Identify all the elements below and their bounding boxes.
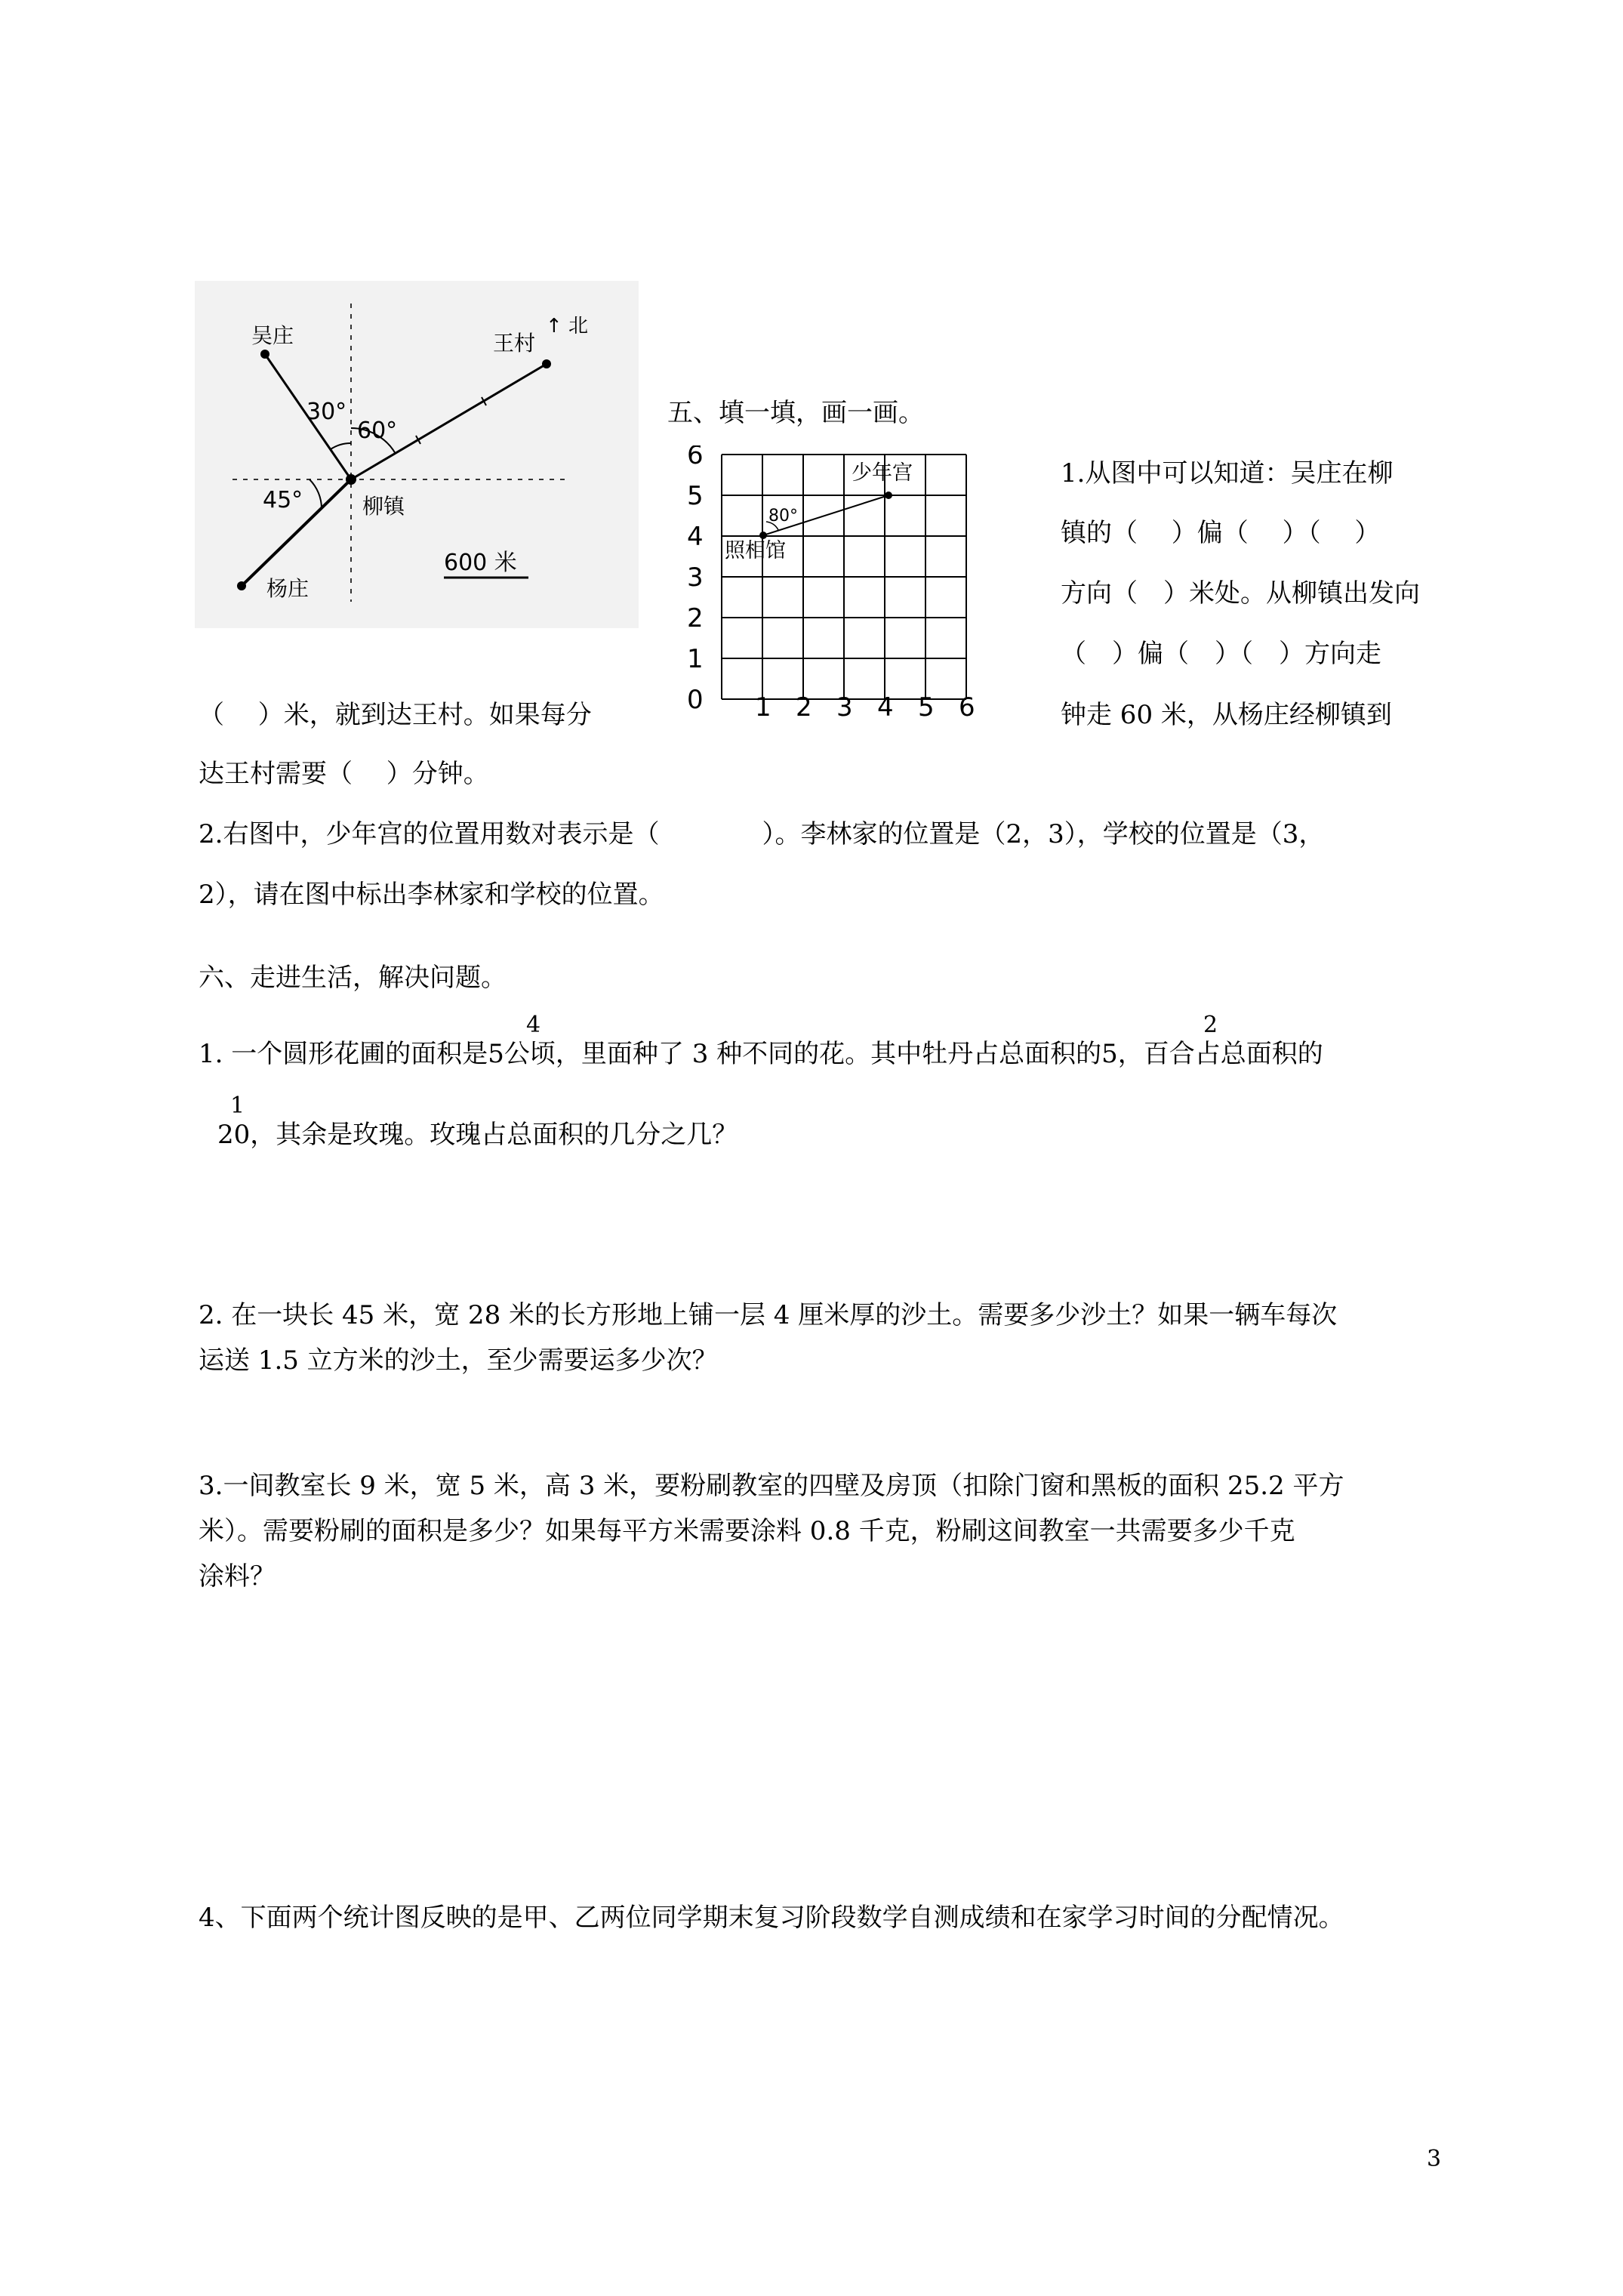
fraction-numerator-2: 2 <box>1203 1012 1218 1038</box>
problem-3-line-1: 3.一间教室长 9 米，宽 5 米，高 3 米，要粉刷教室的四壁及房顶（扣除门窗和黑板的面积 25.2 平方 <box>199 1471 1344 1501</box>
problem-3-line-3: 涂料？ <box>199 1561 276 1592</box>
x-tick-label: 1 <box>755 692 771 717</box>
problem-1-line-1 <box>199 1039 1323 1069</box>
problem-1-line-2 <box>217 1120 738 1150</box>
y-tick-label: 2 <box>687 603 704 633</box>
coordinate-grid-figure <box>679 445 996 717</box>
x-tick-labels <box>755 692 975 717</box>
wuzhuang-point <box>260 350 269 359</box>
wangcun-point <box>542 359 551 368</box>
q1-line-1: 1.从图中可以知道：吴庄在柳 <box>1061 458 1394 488</box>
y-tick-label: 1 <box>687 644 704 674</box>
problem-1-text-b: 公顷，里面种了 3 种不同的花。其中牡丹占总面积的 <box>504 1039 1102 1069</box>
fraction-denominator-5a: 5 <box>488 1039 504 1069</box>
x-tick-label: 3 <box>836 692 853 717</box>
shaoniangong-label: 少年宫 <box>852 461 913 485</box>
q2-line-1: 2.右图中，少年宫的位置用数对表示是（ ）。李林家的位置是（2，3），学校的位置是（3， <box>199 819 1325 849</box>
x-tick-label: 6 <box>959 692 975 717</box>
direction-map-figure <box>195 281 639 628</box>
fraction-denominator-5b: 5 <box>1101 1039 1118 1069</box>
fraction-numerator-1: 1 <box>230 1093 245 1119</box>
angle-45-label: 45° <box>263 487 303 513</box>
q2-line-2: 2），请在图中标出李林家和学校的位置。 <box>199 880 664 910</box>
problem-4-line-1: 4、下面两个统计图反映的是甲、乙两位同学期末复习阶段数学自测成绩和在家学习时间的分配情况。 <box>199 1903 1344 1933</box>
y-tick-label: 3 <box>687 562 704 593</box>
q1-line-4: （ ）偏（ ）（ ）方向走 <box>1061 639 1381 669</box>
y-tick-label: 0 <box>687 685 704 715</box>
x-tick-label: 2 <box>796 692 812 717</box>
wuzhuang-label: 吴庄 <box>251 323 294 348</box>
problem-1-text-d: ，其余是玫瑰。玫瑰占总面积的几分之几？ <box>250 1120 738 1150</box>
yangzhuang-point <box>237 581 246 590</box>
problem-3-line-2: 米）。需要粉刷的面积是多少？如果每平方米需要涂料 0.8 千克，粉刷这间教室一共需要多少千克 <box>199 1516 1295 1546</box>
y-tick-label: 6 <box>687 445 704 470</box>
north-arrow-label: ↑ 北 <box>546 315 589 337</box>
x-tick-label: 5 <box>918 692 935 717</box>
y-tick-label: 4 <box>687 522 704 552</box>
q1-line-6: 达王村需要（ ）分钟。 <box>199 759 489 789</box>
q1-line-2: 镇的（ ）偏（ ）（ ） <box>1061 518 1381 548</box>
fraction-denominator-20: 20 <box>217 1120 251 1150</box>
liuzhen-point <box>346 474 356 485</box>
angle-60-label: 60° <box>357 418 398 444</box>
problem-2-line-2: 运送 1.5 立方米的沙土，至少需要运多少次？ <box>199 1345 718 1376</box>
fraction-numerator-4: 4 <box>526 1012 541 1038</box>
q1-line-3: 方向（ ）米处。从柳镇出发向 <box>1061 578 1420 609</box>
angle-80-label: 80° <box>768 507 798 525</box>
y-tick-label: 5 <box>687 481 704 511</box>
wangcun-label: 王村 <box>493 331 536 356</box>
y-tick-labels <box>687 445 704 715</box>
problem-1-text-c: ，百合占总面积的 <box>1117 1039 1323 1069</box>
scale-label: 600 米 <box>444 550 517 576</box>
page-number: 3 <box>1427 2146 1442 2172</box>
zhaoxiangguan-point <box>759 532 767 539</box>
q1-line-5-left: （ ）米，就到达王村。如果每分 <box>199 700 592 730</box>
liuzhen-label: 柳镇 <box>362 494 405 519</box>
problem-2-line-1: 2. 在一块长 45 米，宽 28 米的长方形地上铺一层 4 厘米厚的沙土。需要多少沙土？如果一辆车每次 <box>199 1300 1338 1330</box>
section-six-heading: 六、走进生活，解决问题。 <box>199 963 507 993</box>
angle-30-label: 30° <box>306 399 347 425</box>
zhaoxiangguan-label: 照相馆 <box>725 539 786 562</box>
yangzhuang-label: 杨庄 <box>266 576 310 601</box>
problem-1-text-a: 1. 一个圆形花圃的面积是 <box>199 1039 488 1069</box>
x-tick-label: 4 <box>877 692 894 717</box>
grid-lines <box>722 455 966 699</box>
section-five-heading: 五、填一填，画一画。 <box>667 398 924 428</box>
shaoniangong-point <box>885 492 892 499</box>
q1-line-5-right: 钟走 60 米，从杨庄经柳镇到 <box>1061 700 1392 730</box>
